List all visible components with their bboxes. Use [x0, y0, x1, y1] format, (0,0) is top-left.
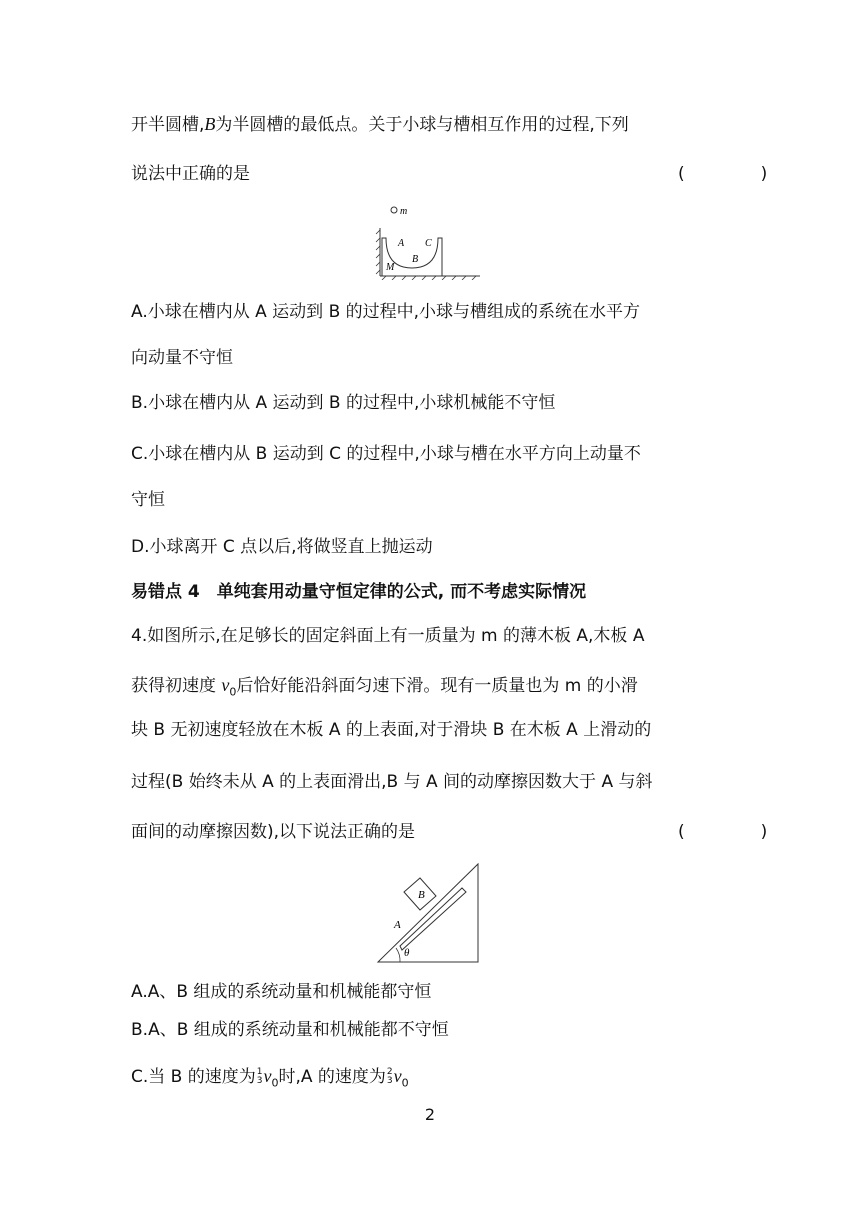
- q4-incline-figure: [374, 860, 484, 966]
- q4-fig-label-B: B: [418, 889, 425, 901]
- q3-fig-label-B: B: [412, 254, 419, 265]
- fraction-two-thirds: 2 3: [386, 1067, 393, 1086]
- q4-fig-label-theta: θ: [404, 947, 410, 959]
- q3-stem-line1: 开半圆槽,B为半圆槽的最低点。关于小球与槽相互作用的过程,下列: [131, 114, 629, 135]
- q3-option-a-line2: 向动量不守恒: [131, 348, 233, 368]
- section-heading-4: 易错点 4 单纯套用动量守恒定律的公式, 而不考虑实际情况: [131, 582, 587, 602]
- q4-answer-paren: ( ): [678, 822, 782, 842]
- q3-fig-label-C: C: [425, 238, 432, 249]
- q3-option-c-line1: C.小球在槽内从 B 运动到 C 的过程中,小球与槽在水平方向上动量不: [131, 444, 641, 464]
- q3-answer-paren: ( ): [678, 164, 782, 184]
- q4-stem-line2: 获得初速度 $v_0$后恰好能沿斜面匀速下滑。现有一质量也为 m 的小滑: [131, 675, 638, 699]
- q3-fig-label-M: M: [386, 262, 395, 273]
- q3-option-a-line1: A.小球在槽内从 A 运动到 B 的过程中,小球与槽组成的系统在水平方: [131, 302, 641, 322]
- q3-stem-line2: 说法中正确的是: [131, 164, 250, 184]
- q3-option-c-line2: 守恒: [131, 490, 165, 510]
- q3-option-b: B.小球在槽内从 A 运动到 B 的过程中,小球机械能不守恒: [131, 393, 556, 413]
- q3-fig-label-A: A: [398, 238, 405, 249]
- q3-option-d: D.小球离开 C 点以后,将做竖直上抛运动: [131, 537, 433, 557]
- q4-stem-line1: 4.如图所示,在足够长的固定斜面上有一质量为 m 的薄木板 A,木板 A: [131, 626, 645, 646]
- q4-option-b: B.A、B 组成的系统动量和机械能都不守恒: [131, 1020, 449, 1040]
- fraction-one-third: 1 3: [256, 1067, 263, 1086]
- q4-fig-label-A: A: [394, 919, 401, 931]
- q4-stem-line5: 面间的动摩擦因数),以下说法正确的是: [131, 822, 416, 842]
- q4-option-a: A.A、B 组成的系统动量和机械能都守恒: [131, 982, 432, 1002]
- q3-fig-label-m: m: [400, 206, 408, 217]
- q4-stem-line3: 块 B 无初速度轻放在木板 A 的上表面,对于滑块 B 在木板 A 上滑动的: [131, 720, 652, 740]
- q4-option-c: C.当 B 的速度为 1 3 $v_0$时,A 的速度为 2 3 $v_0$: [131, 1066, 409, 1090]
- q4-stem-line4: 过程(B 始终未从 A 的上表面滑出,B 与 A 间的动摩擦因数大于 A 与斜: [131, 772, 653, 792]
- q3-groove-figure: [372, 200, 484, 280]
- page-number: 2: [424, 1105, 436, 1124]
